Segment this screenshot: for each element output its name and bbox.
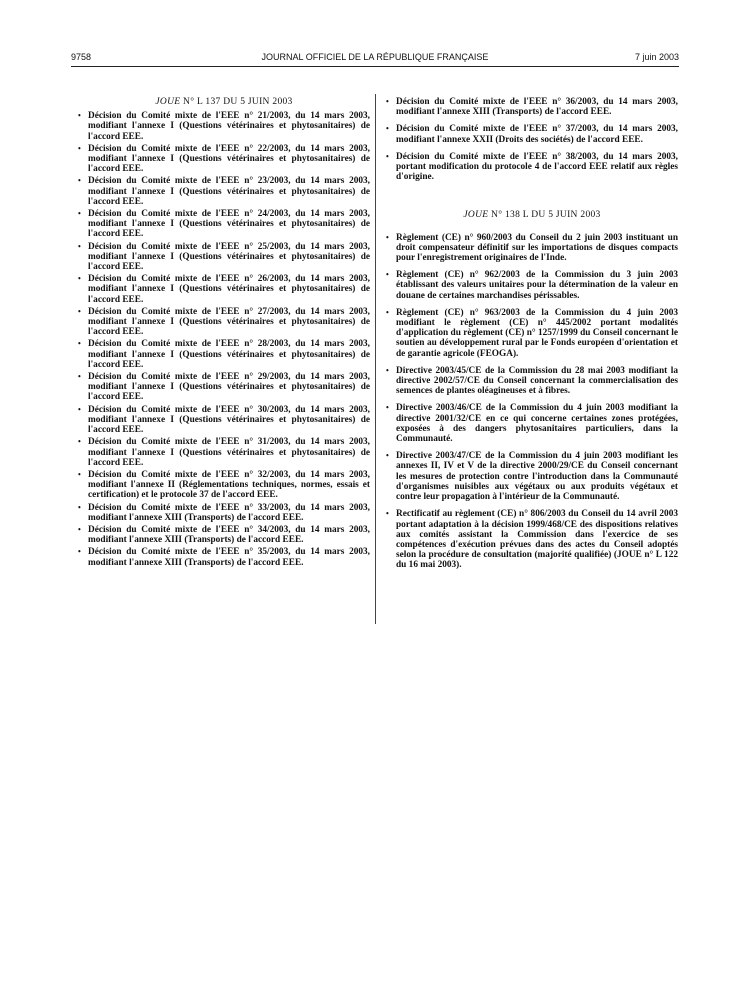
list-item: [78, 503, 370, 523]
entry-text: Directive 2003/46/CE de la Commission du 4 juin 2003 modifiant la directive 2001/32/CE en ce qui concerne certaines zones protégées, exposées à des dangers phytosanitaires particuliers, dans la Communauté.: [396, 403, 678, 445]
list-item: [78, 307, 370, 338]
list-item: [386, 233, 678, 264]
section-title-l138: [386, 210, 678, 220]
list-item: [78, 470, 370, 501]
entry-text: Règlement (CE) n° 960/2003 du Conseil du 2 juin 2003 instituant un droit compensateur définitif sur les importations de disques compacts pour l'enregistrement originaires de l'Inde.: [396, 232, 678, 264]
page-header: [71, 50, 679, 64]
list-item: [78, 525, 370, 545]
list-item: [78, 111, 370, 142]
entry-text: Décision du Comité mixte de l'EEE n° 31/2003, du 14 mars 2003, modifiant l'annexe I (Questions vétérinaires et phytosanitaires) de l'accord EEE.: [88, 437, 370, 468]
journal-title: JOURNAL OFFICIEL DE LA RÉPUBLIQUE FRANÇAISE: [261, 52, 489, 62]
right-column: [386, 97, 678, 578]
entry-text: Décision du Comité mixte de l'EEE n° 37/2003, du 14 mars 2003, modifiant l'annexe XXII (Droits des sociétés) de l'accord EEE.: [396, 124, 678, 145]
entry-text: Décision du Comité mixte de l'EEE n° 32/2003, du 14 mars 2003, modifiant l'annexe II (Réglementations techniques, normes, essais et certification) et le protocole 37 de l'accord EEE.: [88, 469, 370, 501]
entry-text: Décision du Comité mixte de l'EEE n° 28/2003, du 14 mars 2003, modifiant l'annexe I (Questions vétérinaires et phytosanitaires) de l'accord EEE.: [88, 339, 370, 370]
bullet-icon: •: [78, 143, 81, 153]
list-item: [78, 144, 370, 175]
bullet-icon: •: [386, 365, 389, 375]
entry-text: Décision du Comité mixte de l'EEE n° 33/2003, du 14 mars 2003, modifiant l'annexe XIII (Transports) de l'accord EEE.: [88, 502, 370, 523]
bullet-icon: •: [78, 274, 81, 284]
entry-text: Décision du Comité mixte de l'EEE n° 26/2003, du 14 mars 2003, modifiant l'annexe I (Questions vétérinaires et phytosanitaires) de l'accord EEE.: [88, 274, 370, 305]
left-column: [78, 97, 370, 570]
bullet-icon: •: [78, 209, 81, 219]
entry-text: Règlement (CE) n° 962/2003 de la Commission du 3 juin 2003 établissant des valeurs unitaires pour la détermination de la valeur en douane de certaines marchandises périssables.: [396, 270, 678, 301]
entry-text: Décision du Comité mixte de l'EEE n° 30/2003, du 14 mars 2003, modifiant l'annexe I (Questions vétérinaires et phytosanitaires) de l'accord EEE.: [88, 404, 370, 436]
entry-text: Décision du Comité mixte de l'EEE n° 22/2003, du 14 mars 2003, modifiant l'annexe I (Questions vétérinaires et phytosanitaires) de l'accord EEE.: [88, 143, 370, 175]
entry-list-left: [78, 111, 370, 568]
bullet-icon: •: [386, 270, 389, 280]
list-item: [78, 209, 370, 240]
section-journal-name: JOUE: [155, 97, 181, 107]
column-divider: [375, 94, 376, 624]
list-item: [78, 274, 370, 305]
bullet-icon: •: [78, 176, 81, 186]
entry-text: Directive 2003/45/CE de la Commission du 28 mai 2003 modifiant la directive 2002/57/CE du Conseil concernant la commercialisation des semences de plantes oléagineuses et à fibres.: [396, 365, 678, 397]
section-issue: N° L 137 DU 5 JUIN 2003: [183, 97, 293, 107]
bullet-icon: •: [386, 151, 389, 161]
list-item: [78, 176, 370, 207]
header-rule: [71, 66, 679, 67]
bullet-icon: •: [78, 404, 81, 414]
entry-text: Décision du Comité mixte de l'EEE n° 21/2003, du 14 mars 2003, modifiant l'annexe I (Questions vétérinaires et phytosanitaires) de l'accord EEE.: [88, 111, 370, 142]
bullet-icon: •: [78, 241, 81, 251]
bullet-icon: •: [386, 451, 389, 461]
list-item: [386, 124, 678, 144]
list-item: [386, 152, 678, 183]
entry-text: Décision du Comité mixte de l'EEE n° 27/2003, du 14 mars 2003, modifiant l'annexe I (Questions vétérinaires et phytosanitaires) de l'accord EEE.: [88, 306, 370, 338]
section-journal-name: JOUE: [463, 210, 489, 221]
entry-text: Décision du Comité mixte de l'EEE n° 35/2003, du 14 mars 2003, modifiant l'annexe XIII (Transports) de l'accord EEE.: [88, 547, 370, 568]
bullet-icon: •: [78, 437, 81, 447]
bullet-icon: •: [386, 124, 389, 134]
list-item: [386, 97, 678, 117]
list-item: [78, 437, 370, 468]
bullet-icon: •: [386, 97, 389, 106]
list-item: [78, 372, 370, 403]
bullet-icon: •: [78, 502, 81, 512]
entry-text: Décision du Comité mixte de l'EEE n° 24/2003, du 14 mars 2003, modifiant l'annexe I (Questions vétérinaires et phytosanitaires) de l'accord EEE.: [88, 209, 370, 240]
list-item: [386, 308, 678, 359]
entry-text: Décision du Comité mixte de l'EEE n° 23/2003, du 14 mars 2003, modifiant l'annexe I (Questions vétérinaires et phytosanitaires) de l'accord EEE.: [88, 176, 370, 207]
list-item: [386, 403, 678, 444]
bullet-icon: •: [78, 372, 81, 382]
bullet-icon: •: [386, 307, 389, 317]
entry-text: Décision du Comité mixte de l'EEE n° 29/2003, du 14 mars 2003, modifiant l'annexe I (Questions vétérinaires et phytosanitaires) de l'accord EEE.: [88, 372, 370, 403]
bullet-icon: •: [78, 469, 81, 479]
entry-text: Décision du Comité mixte de l'EEE n° 34/2003, du 14 mars 2003, modifiant l'annexe XIII (Transports) de l'accord EEE.: [88, 524, 370, 546]
entry-text: Décision du Comité mixte de l'EEE n° 25/2003, du 14 mars 2003, modifiant l'annexe I (Questions vétérinaires et phytosanitaires) de l'accord EEE.: [88, 241, 370, 273]
entry-list-right-top: [386, 97, 678, 182]
bullet-icon: •: [78, 524, 81, 534]
list-item: [386, 270, 678, 301]
list-item: [78, 242, 370, 273]
bullet-icon: •: [386, 509, 389, 519]
entry-text: Décision du Comité mixte de l'EEE n° 36/2003, du 14 mars 2003, modifiant l'annexe XIII (Transports) de l'accord EEE.: [396, 97, 678, 118]
bullet-icon: •: [78, 339, 81, 349]
entry-list-right-bottom: [386, 233, 678, 571]
section-title-l137: [78, 97, 370, 107]
entry-text: Décision du Comité mixte de l'EEE n° 38/2003, du 14 mars 2003, portant modification du protocole 4 de l'accord EEE relatif aux règles d'origine.: [396, 151, 678, 183]
entry-text: Rectificatif au règlement (CE) n° 806/2003 du Conseil du 14 avril 2003 portant adaptation à la décision 1999/468/CE des dispositions relatives aux comités assistant la Commission dans l'exercice de ses compétences d'exécution prévues dans des actes du Conseil adoptés selon la procédure de consultation (majorité qualifiée) (JOUE n° L 122 du 16 mai 2003).: [396, 509, 678, 571]
section-issue: N° 138 L DU 5 JUIN 2003: [491, 210, 601, 221]
page-number: 9758: [71, 52, 92, 62]
entry-text: Règlement (CE) n° 963/2003 de la Commission du 4 juin 2003 modifiant le règlement (CE) n° 445/2002 portant modalités d'application du règlement (CE) n° 1257/1999 du Conseil concernant le soutien au développement rural par le Fonds européen d'orientation et de garantie agricole (FEOGA).: [396, 307, 678, 359]
entry-text: Directive 2003/47/CE de la Commission du 4 juin 2003 modifiant les annexes II, IV et V de la directive 2000/29/CE du Conseil concernant les mesures de protection contre l'introduction dans la Communauté d'organismes nuisibles aux végétaux ou aux produits végétaux et contre leur propagation à l'intérieur de la Communauté.: [396, 451, 678, 503]
publication-date: 7 juin 2003: [634, 52, 679, 62]
bullet-icon: •: [78, 111, 81, 121]
list-item: [386, 451, 678, 502]
list-item: [386, 366, 678, 397]
list-item: [78, 547, 370, 567]
bullet-icon: •: [386, 232, 389, 242]
list-item: [78, 339, 370, 370]
bullet-icon: •: [386, 403, 389, 413]
list-item: [78, 405, 370, 436]
list-item: [386, 509, 678, 570]
bullet-icon: •: [78, 306, 81, 316]
bullet-icon: •: [78, 547, 81, 557]
